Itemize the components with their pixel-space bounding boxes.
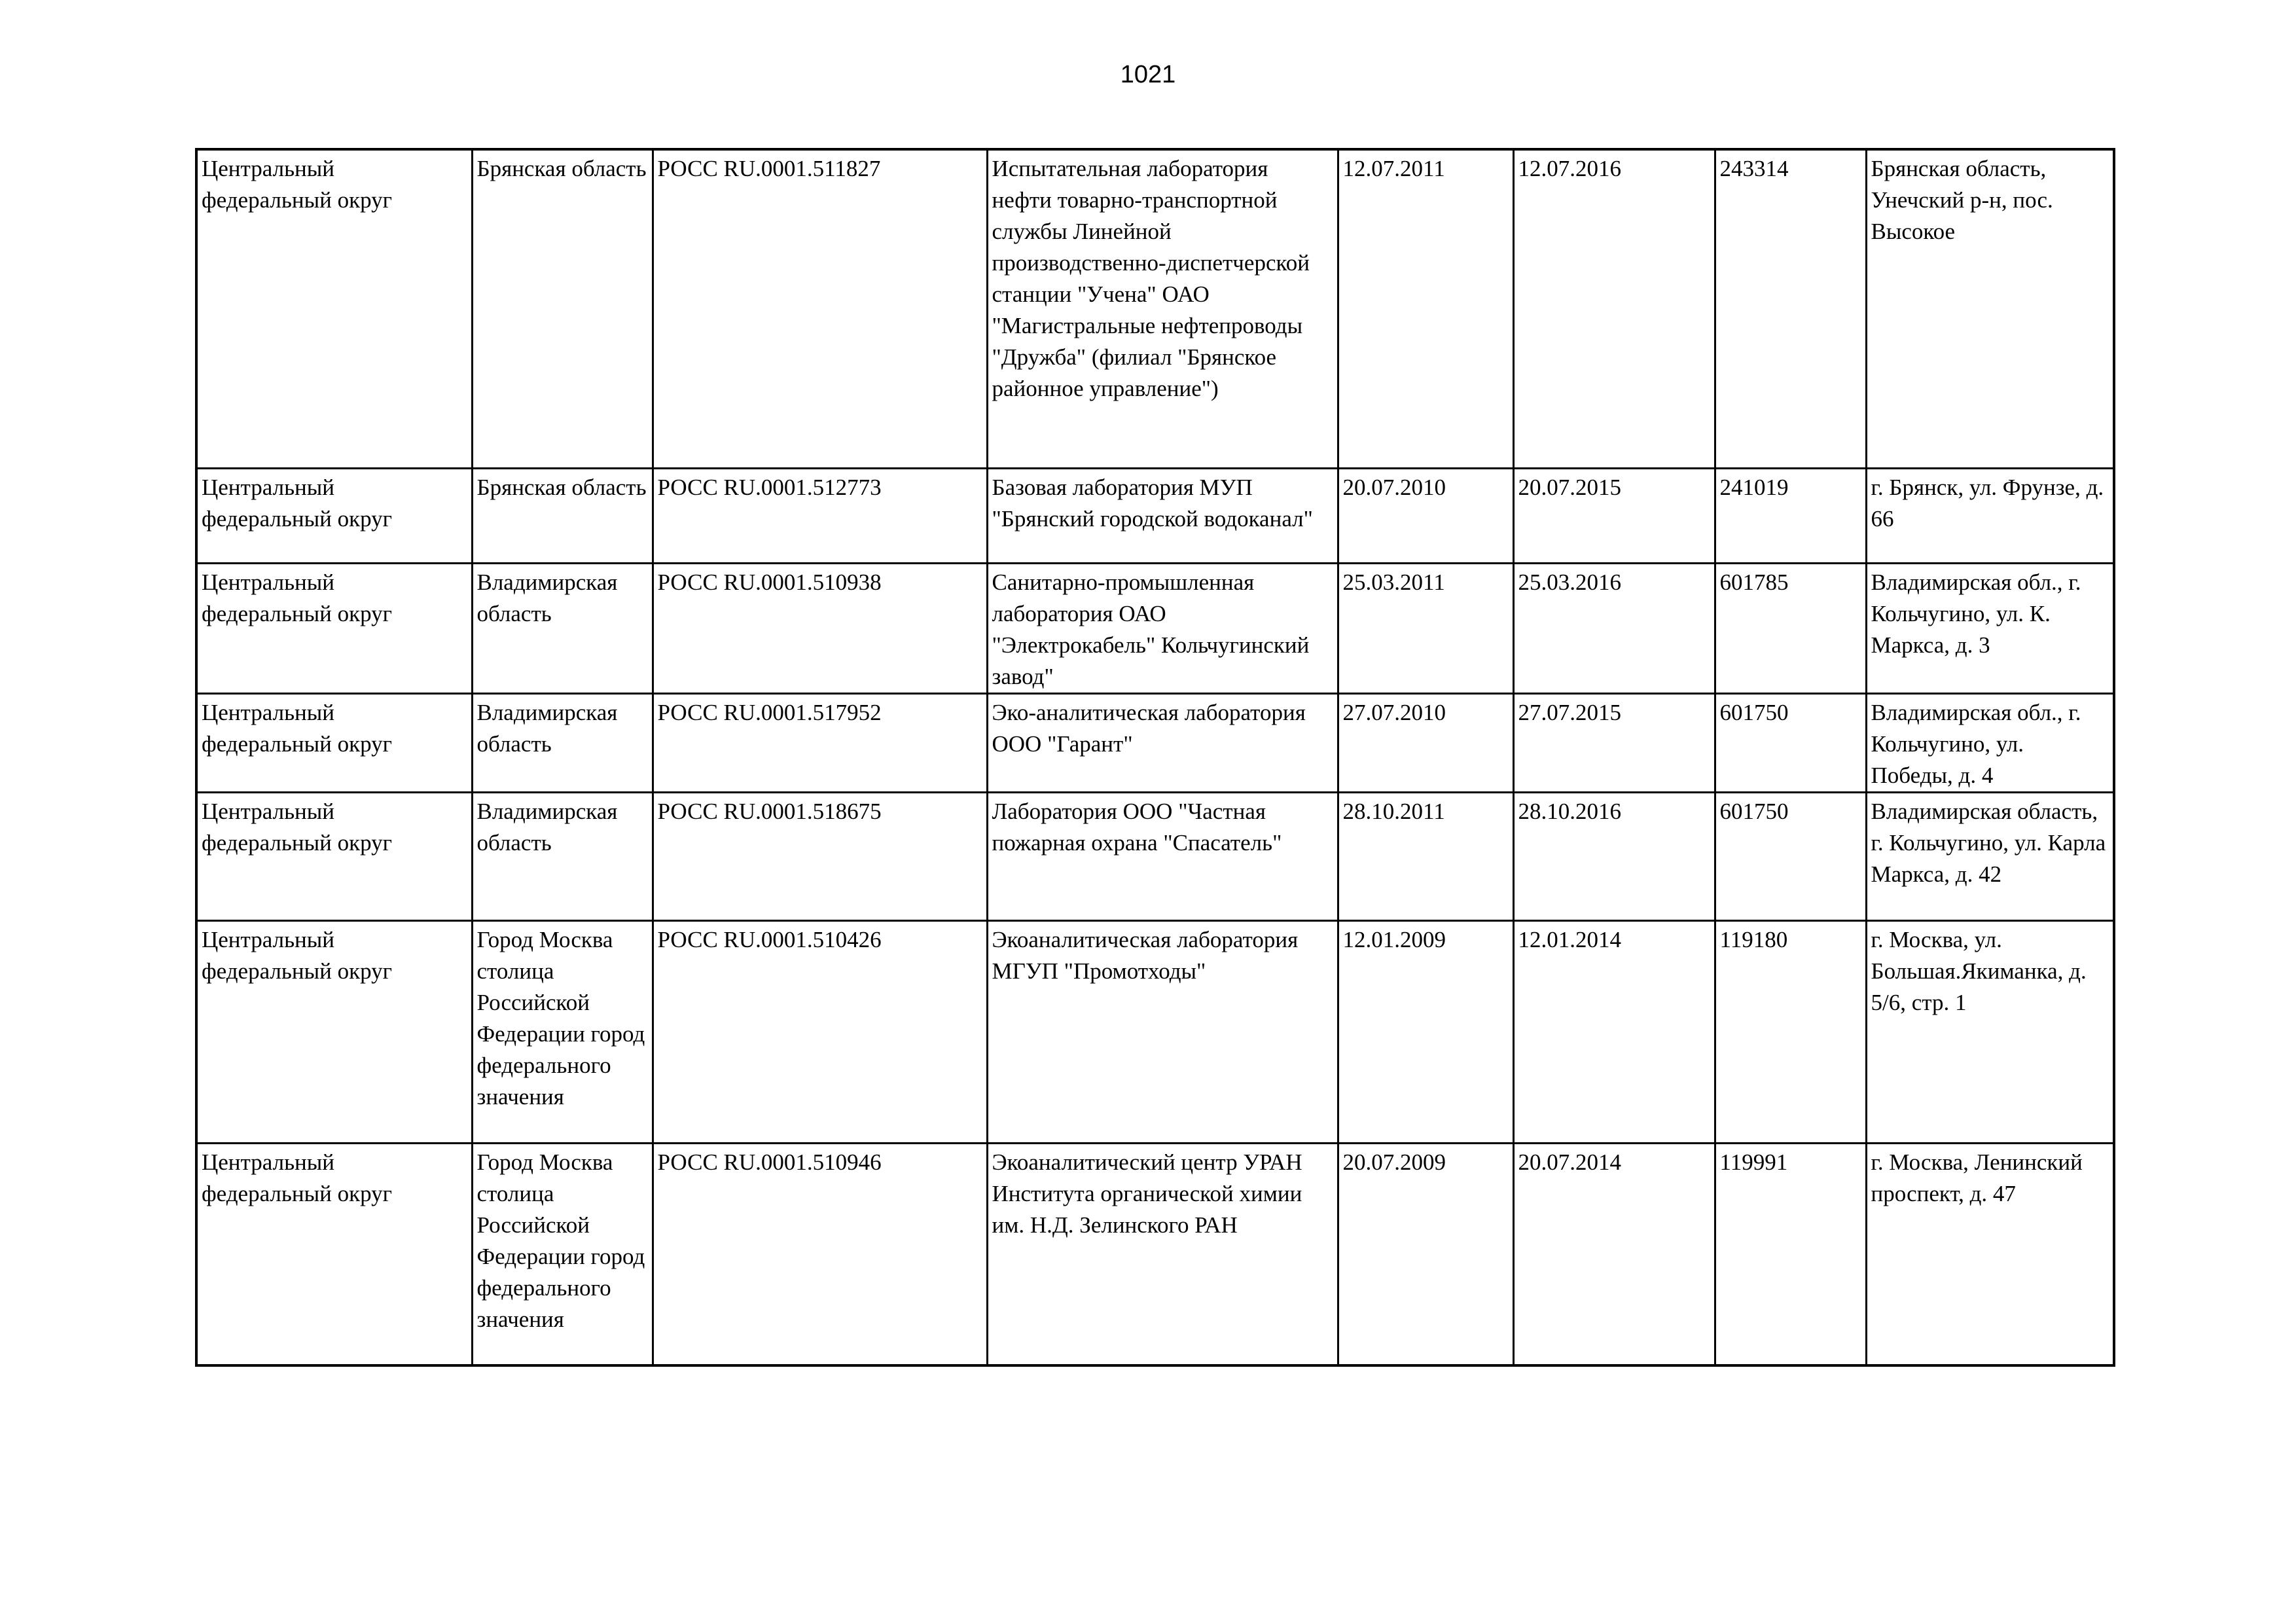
laboratory-registry-table bbox=[195, 148, 2115, 1367]
cell-postcode: 601750 bbox=[1715, 693, 1866, 792]
cell-district: Центральный федеральный округ bbox=[196, 149, 472, 468]
cell-certificate: РОСС RU.0001.518675 bbox=[653, 792, 987, 920]
cell-postcode: 601750 bbox=[1715, 792, 1866, 920]
cell-certificate: РОСС RU.0001.510946 bbox=[653, 1143, 987, 1365]
cell-postcode: 119991 bbox=[1715, 1143, 1866, 1365]
cell-laboratory: Лаборатория ООО "Частная пожарная охрана "Спасатель" bbox=[987, 792, 1338, 920]
cell-district: Центральный федеральный округ bbox=[196, 920, 472, 1143]
cell-date-to: 20.07.2014 bbox=[1513, 1143, 1715, 1365]
cell-date-to: 28.10.2016 bbox=[1513, 792, 1715, 920]
cell-certificate: РОСС RU.0001.510938 bbox=[653, 563, 987, 693]
cell-region: Город Москва столица Российской Федерации город федерального значения bbox=[472, 1143, 653, 1365]
table-row bbox=[196, 149, 2114, 468]
cell-laboratory: Экоаналитический центр УРАН Института органической химии им. Н.Д. Зелинского РАН bbox=[987, 1143, 1338, 1365]
cell-date-from: 25.03.2011 bbox=[1338, 563, 1513, 693]
table-row bbox=[196, 1143, 2114, 1365]
cell-certificate: РОСС RU.0001.512773 bbox=[653, 468, 987, 563]
cell-postcode: 119180 bbox=[1715, 920, 1866, 1143]
cell-date-from: 12.07.2011 bbox=[1338, 149, 1513, 468]
cell-date-to: 25.03.2016 bbox=[1513, 563, 1715, 693]
cell-address: Владимирская обл., г. Кольчугино, ул. Победы, д. 4 bbox=[1866, 693, 2114, 792]
cell-date-to: 12.07.2016 bbox=[1513, 149, 1715, 468]
cell-postcode: 241019 bbox=[1715, 468, 1866, 563]
cell-district: Центральный федеральный округ bbox=[196, 792, 472, 920]
table-row bbox=[196, 563, 2114, 693]
cell-laboratory: Эко-аналитическая лаборатория ООО "Гарант" bbox=[987, 693, 1338, 792]
cell-address: Брянская область, Унечский р-н, пос. Высокое bbox=[1866, 149, 2114, 468]
cell-region: Владимирская область bbox=[472, 563, 653, 693]
cell-laboratory: Базовая лаборатория МУП "Брянский городской водоканал" bbox=[987, 468, 1338, 563]
cell-date-from: 28.10.2011 bbox=[1338, 792, 1513, 920]
cell-date-from: 20.07.2010 bbox=[1338, 468, 1513, 563]
cell-laboratory: Экоаналитическая лаборатория МГУП "Промотходы" bbox=[987, 920, 1338, 1143]
cell-address: г. Москва, Ленинский проспект, д. 47 bbox=[1866, 1143, 2114, 1365]
cell-region: Владимирская область bbox=[472, 792, 653, 920]
cell-address: Владимирская обл., г. Кольчугино, ул. К. Маркса, д. 3 bbox=[1866, 563, 2114, 693]
cell-certificate: РОСС RU.0001.510426 bbox=[653, 920, 987, 1143]
cell-region: Владимирская область bbox=[472, 693, 653, 792]
cell-date-from: 12.01.2009 bbox=[1338, 920, 1513, 1143]
cell-date-to: 12.01.2014 bbox=[1513, 920, 1715, 1143]
cell-district: Центральный федеральный округ bbox=[196, 468, 472, 563]
cell-region: Брянская область bbox=[472, 149, 653, 468]
cell-postcode: 243314 bbox=[1715, 149, 1866, 468]
table-row bbox=[196, 920, 2114, 1143]
cell-date-to: 20.07.2015 bbox=[1513, 468, 1715, 563]
cell-district: Центральный федеральный округ bbox=[196, 1143, 472, 1365]
cell-region: Брянская область bbox=[472, 468, 653, 563]
cell-certificate: РОСС RU.0001.511827 bbox=[653, 149, 987, 468]
cell-date-from: 27.07.2010 bbox=[1338, 693, 1513, 792]
cell-laboratory: Санитарно-промышленная лаборатория ОАО "Электрокабель" Кольчугинский завод" bbox=[987, 563, 1338, 693]
cell-region: Город Москва столица Российской Федерации город федерального значения bbox=[472, 920, 653, 1143]
cell-laboratory: Испытательная лаборатория нефти товарно-транспортной службы Линейной производственно-диспетчерской станции "Учена" ОАО "Магистральные нефтепроводы "Дружба" (филиал "Брянское районное управление") bbox=[987, 149, 1338, 468]
cell-district: Центральный федеральный округ bbox=[196, 563, 472, 693]
cell-certificate: РОСС RU.0001.517952 bbox=[653, 693, 987, 792]
table-row bbox=[196, 468, 2114, 563]
cell-date-from: 20.07.2009 bbox=[1338, 1143, 1513, 1365]
cell-date-to: 27.07.2015 bbox=[1513, 693, 1715, 792]
table-row bbox=[196, 693, 2114, 792]
cell-address: Владимирская область, г. Кольчугино, ул. Карла Маркса, д. 42 bbox=[1866, 792, 2114, 920]
cell-address: г. Москва, ул. Большая.Якиманка, д. 5/6, стр. 1 bbox=[1866, 920, 2114, 1143]
page-number: 1021 bbox=[1120, 61, 1176, 88]
cell-address: г. Брянск, ул. Фрунзе, д. 66 bbox=[1866, 468, 2114, 563]
cell-postcode: 601785 bbox=[1715, 563, 1866, 693]
table-row bbox=[196, 792, 2114, 920]
cell-district: Центральный федеральный округ bbox=[196, 693, 472, 792]
